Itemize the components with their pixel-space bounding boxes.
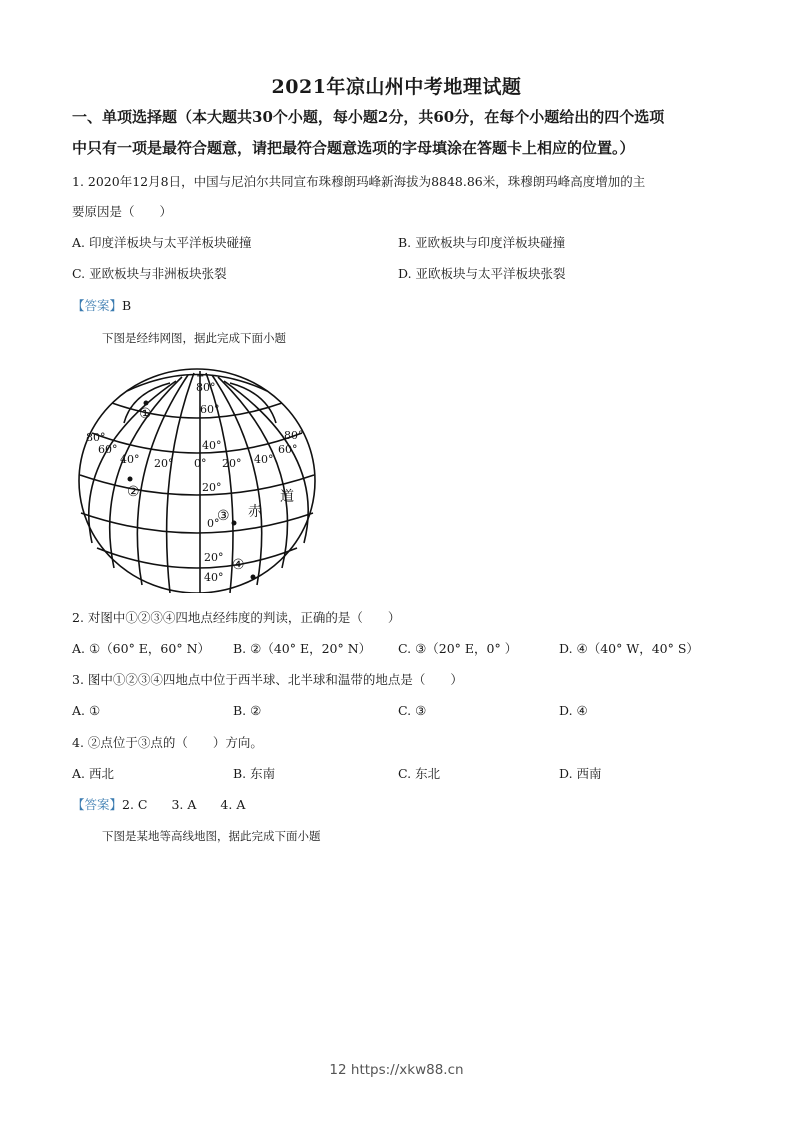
q2-option-d: D. ④（40° W，40° S）	[559, 641, 699, 656]
q1-option-c: C. 亚欧板块与非洲板块张裂	[72, 266, 227, 281]
svg-text:40°: 40°	[202, 439, 222, 452]
answers-2-4	[72, 795, 245, 815]
svg-text:0°: 0°	[194, 457, 207, 470]
answer-q3: 3. A	[171, 797, 197, 812]
page-title: 2021年凉山州中考地理试题	[271, 76, 522, 98]
q3-option-a: A. ①	[72, 703, 101, 718]
q4-option-d: D. 西南	[559, 766, 602, 781]
q3-option-b: B. ②	[233, 703, 262, 718]
q4-option-c: C. 东北	[398, 766, 441, 781]
svg-text:60°: 60°	[98, 443, 118, 456]
svg-text:③: ③	[217, 508, 230, 524]
q4-stem: 4. ②点位于③点的（ ）方向。	[72, 735, 263, 750]
intro-contour-map: 下图是某地等高线地图，据此完成下面小题	[102, 829, 321, 843]
svg-text:道: 道	[280, 489, 294, 505]
q3-stem: 3. 图中①②③④四地点中位于西半球、北半球和温带的地点是（ ）	[72, 672, 463, 687]
q2-option-a: A. ①（60° E，60° N）	[72, 641, 211, 656]
page-footer: 12 https://xkw88.cn	[329, 1062, 464, 1078]
answer-q2: 2. C	[122, 797, 148, 812]
answer-tag: 【答案】	[72, 298, 123, 313]
svg-text:赤: 赤	[248, 504, 262, 520]
q1-stem-line1: 1. 2020年12月8日，中国与尼泊尔共同宣布珠穆朗玛峰新海拔为8848.86米，珠穆朗玛峰高度增加的主	[72, 174, 646, 189]
section-heading-line2: 中只有一项是最符合题意，请把最符合题意选项的字母填涂在答题卡上相应的位置。）	[72, 139, 635, 157]
svg-text:40°: 40°	[254, 453, 274, 466]
svg-text:80°: 80°	[284, 429, 304, 442]
svg-text:80°: 80°	[86, 431, 106, 444]
globe-outline	[79, 369, 315, 593]
section-heading-line1: 一、单项选择题（本大题共30个小题，每小题2分，共60分，在每个小题给出的四个选项	[72, 108, 665, 126]
q1-option-d: D. 亚欧板块与太平洋板块张裂	[398, 266, 566, 281]
q1-answer	[72, 296, 131, 316]
answer-tag: 【答案】	[72, 797, 123, 812]
svg-text:60°: 60°	[278, 443, 298, 456]
svg-text:20°: 20°	[222, 457, 242, 470]
svg-text:80°: 80°	[196, 381, 216, 394]
q1-stem-line2: 要原因是（ ）	[72, 204, 173, 219]
svg-text:60°: 60°	[200, 403, 220, 416]
q4-option-a: A. 西北	[72, 766, 114, 781]
svg-text:20°: 20°	[204, 551, 224, 564]
q3-option-c: C. ③	[398, 703, 427, 718]
q2-option-b: B. ②（40° E，20° N）	[233, 641, 372, 656]
answer-value: B	[122, 298, 132, 313]
svg-text:40°: 40°	[204, 571, 224, 584]
svg-text:④: ④	[232, 557, 245, 573]
svg-text:20°: 20°	[154, 457, 174, 470]
q4-option-b: B. 东南	[233, 766, 276, 781]
q1-option-a: A. 印度洋板块与太平洋板块碰撞	[72, 235, 252, 250]
q3-option-d: D. ④	[559, 703, 588, 718]
q2-option-c: C. ③（20° E，0° ）	[398, 641, 518, 656]
svg-text:0°: 0°	[207, 517, 220, 530]
svg-text:②: ②	[127, 484, 140, 500]
intro-globe: 下图是经纬网图，据此完成下面小题	[102, 331, 286, 345]
q1-option-b: B. 亚欧板块与印度洋板块碰撞	[398, 235, 566, 250]
q2-stem: 2. 对图中①②③④四地点经纬度的判读，正确的是（ ）	[72, 610, 401, 625]
svg-text:①: ①	[139, 406, 152, 422]
svg-text:20°: 20°	[202, 481, 222, 494]
svg-text:+: +	[196, 371, 205, 382]
svg-text:40°: 40°	[120, 453, 140, 466]
answer-q4: 4. A	[220, 797, 246, 812]
graticule-globe-figure	[72, 363, 322, 593]
